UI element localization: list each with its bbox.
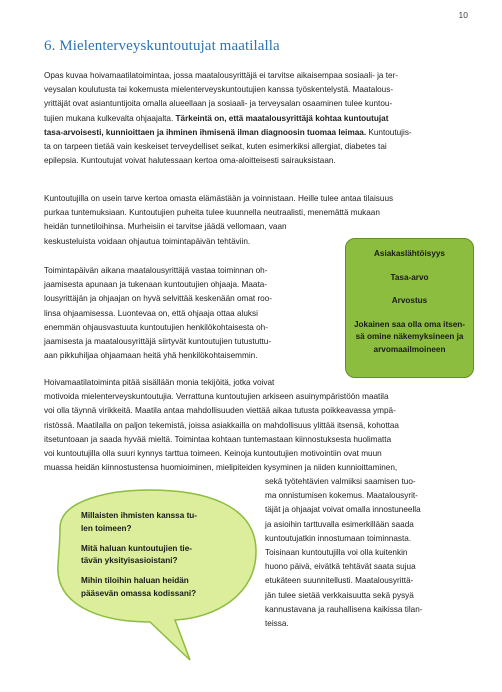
text-line: itsetuntoaan ja saada hyvää mieltä. Toimintaa kohtaan tuntemastaan kiinnostuksesta huolimatta xyxy=(44,434,392,444)
text-line: aan pikkuhiljaa ohjaamaan heitä yhä henkilökohtaisemmin. xyxy=(44,351,258,361)
text-line: jän tulee sietää verkkaisuutta sekä pysyä xyxy=(265,590,414,600)
reflection-question: Millaisten ihmisten kanssa tu- len toimeen? xyxy=(81,511,198,533)
text-line: teissa. xyxy=(265,619,289,629)
text-line: heidän tunnetiloihinsa. Murheisiin ei tarvitse jäädä vellomaan, vaan xyxy=(44,222,287,232)
text-line: enemmän ohjausvastuuta kuntoutujien henkilökohtaisesta oh- xyxy=(44,322,268,332)
text-line: ma onnistumisen kokemus. Maatalousyrit- xyxy=(265,491,418,501)
text-line: ja asioihin tarttuvalla esimerkillään saada xyxy=(265,519,414,529)
text-line: linsa ohjaamisessa. Luontevaa on, että ohjaaja ottaa aluksi xyxy=(44,308,258,318)
text-line: Hoivamaatilatoiminta pitää sisällään monia tekijöitä, jotka voivat xyxy=(44,378,275,387)
bubble-questions xyxy=(81,510,231,608)
text-line: jaamisesta apunaan ja tukenaan kuntoutujien ohjaaja. Maata- xyxy=(44,280,268,290)
value-item-line: arvomaailmoineen xyxy=(373,344,446,354)
text-line: epilepsia. Kuntoutujat voivat halutessaan kertoa oma-aloitteisesti sairauksistaan. xyxy=(44,156,336,166)
text-line: kannustavana ja rauhallisena kaikissa tilan- xyxy=(265,604,423,614)
text-line: tasa-arvoisesti, kunnioittaen ja ihminen ihmisenä ilman diagnoosin tuomaa leimaa. Kuntoutujis- xyxy=(44,127,412,137)
text-line: tujien mukana kulkevalta ohjaajalta. Tärkeintä on, että maatalousyrittäjä kohtaa kuntoutujat xyxy=(44,113,389,123)
text-line: voi kuntoutujilla olla suuri kynnys tarttua toimeen. Keinoja kuntoutujien motivointiin ovat muun xyxy=(44,449,382,459)
section-heading: 6. Mielenterveyskuntoutujat maatilalla xyxy=(44,38,280,54)
text-line: Toisinaan kuntoutujilla voi olla kuitenkin xyxy=(265,548,408,558)
bold-emphasis: tasa-arvoisesti, kunnioittaen ja ihminen ihmisenä ilman diagnoosin tuomaa leimaa. xyxy=(44,127,367,137)
text-line: lousyrittäjän ja ohjaajan on hyvä selvittää keskenään omat roo- xyxy=(44,294,273,304)
text-line: keskusteluista voidaan ohjautua toimintapäivän tehtäviin. xyxy=(44,236,251,246)
text-line: sekä työtehtävien valmiiksi saamisen tuo- xyxy=(265,477,416,486)
text-line: etukäteen suunnitellusti. Maatalousyrittä- xyxy=(265,576,414,586)
value-item-line: Jokainen saa olla oma itsen- xyxy=(353,319,466,329)
page-number: 10 xyxy=(458,10,468,20)
value-item: Asiakaslähtöisyys xyxy=(373,249,445,258)
bold-emphasis: Tärkeintä on, että maatalousyrittäjä kohtaa kuntoutujat xyxy=(175,113,389,123)
text-line: kuntoutujatkin innostumaan toiminnasta. xyxy=(265,533,412,543)
text-line: yrittäjät ovat asiantuntijoita omalla alueellaan ja sosiaali- ja terveysalan osaaminen tulee kuntou- xyxy=(44,99,393,109)
text-line: muassa heidän kiinnostustensa huomioiminen, mielipiteiden kysyminen ja niiden kunnioittaminen, xyxy=(44,463,398,473)
value-item-line: sä omine näkemyksineen ja xyxy=(355,332,464,342)
text-line: Toimintapäivän aikana maatalousyrittäjä vastaa toiminnan oh- xyxy=(44,266,268,275)
text-line: motivoida mielenterveyskuntoutujia. Verrattuna kuntoutujien arkiseen asuinympäristöön maatila xyxy=(44,392,389,402)
text-line: ta on tarpeen tietää vain keskeiset terveydelliset seikat, kuten esimerkiksi allergiat, diabetes tai xyxy=(44,142,387,152)
value-item: Arvostus xyxy=(391,296,428,306)
text-line: Opas kuvaa hoivamaatilatoimintaa, jossa maatalousyrittäjä ei tarvitse aikaisempaa sosiaali- ja ter- xyxy=(44,71,399,80)
reflection-question: Mitä haluan kuntoutujien tie- tävän yksityisasioistani? xyxy=(81,543,192,566)
reflection-question: Mihin tiloihin haluan heidän pääsevän omassa kodissani? xyxy=(81,576,197,598)
text-line: voi olla täynnä virikkeitä. Maatila antaa mahdollisuuden viettää aikaa tutusta poikkeavassa ympä- xyxy=(44,406,396,416)
text-line: huono päivä, eivätkä tehtävät saata sujua xyxy=(265,562,416,572)
text-line: purkaa tuntemuksiaan. Kuntoutujien puheita tulee kuunnella neutraalisti, menemättä mukaan xyxy=(44,208,380,218)
text-line: ristössä. Maatilalla on paljon tekemistä, joissa asiakkailla on mahdollisuus ylittää itsensä, kohottaa xyxy=(44,420,399,430)
text-line: jaamisesta ja maatalousyrittäjä siirtyvät kuntoutujien tutustuttu- xyxy=(44,337,272,347)
text-line: veysalan koulutusta tai kokemusta mielenterveyskuntoutujien kanssa työskentelystä. Maatalous- xyxy=(44,85,394,95)
text-line: täjät ja ohjaajat voivat omalla innostuneella xyxy=(265,505,421,515)
value-item: Tasa-arvo xyxy=(390,272,429,282)
text-line: Kuntoutujilla on usein tarve kertoa omasta elämästään ja voinnistaan. Heille tulee antaa tilaisuus xyxy=(44,194,394,203)
